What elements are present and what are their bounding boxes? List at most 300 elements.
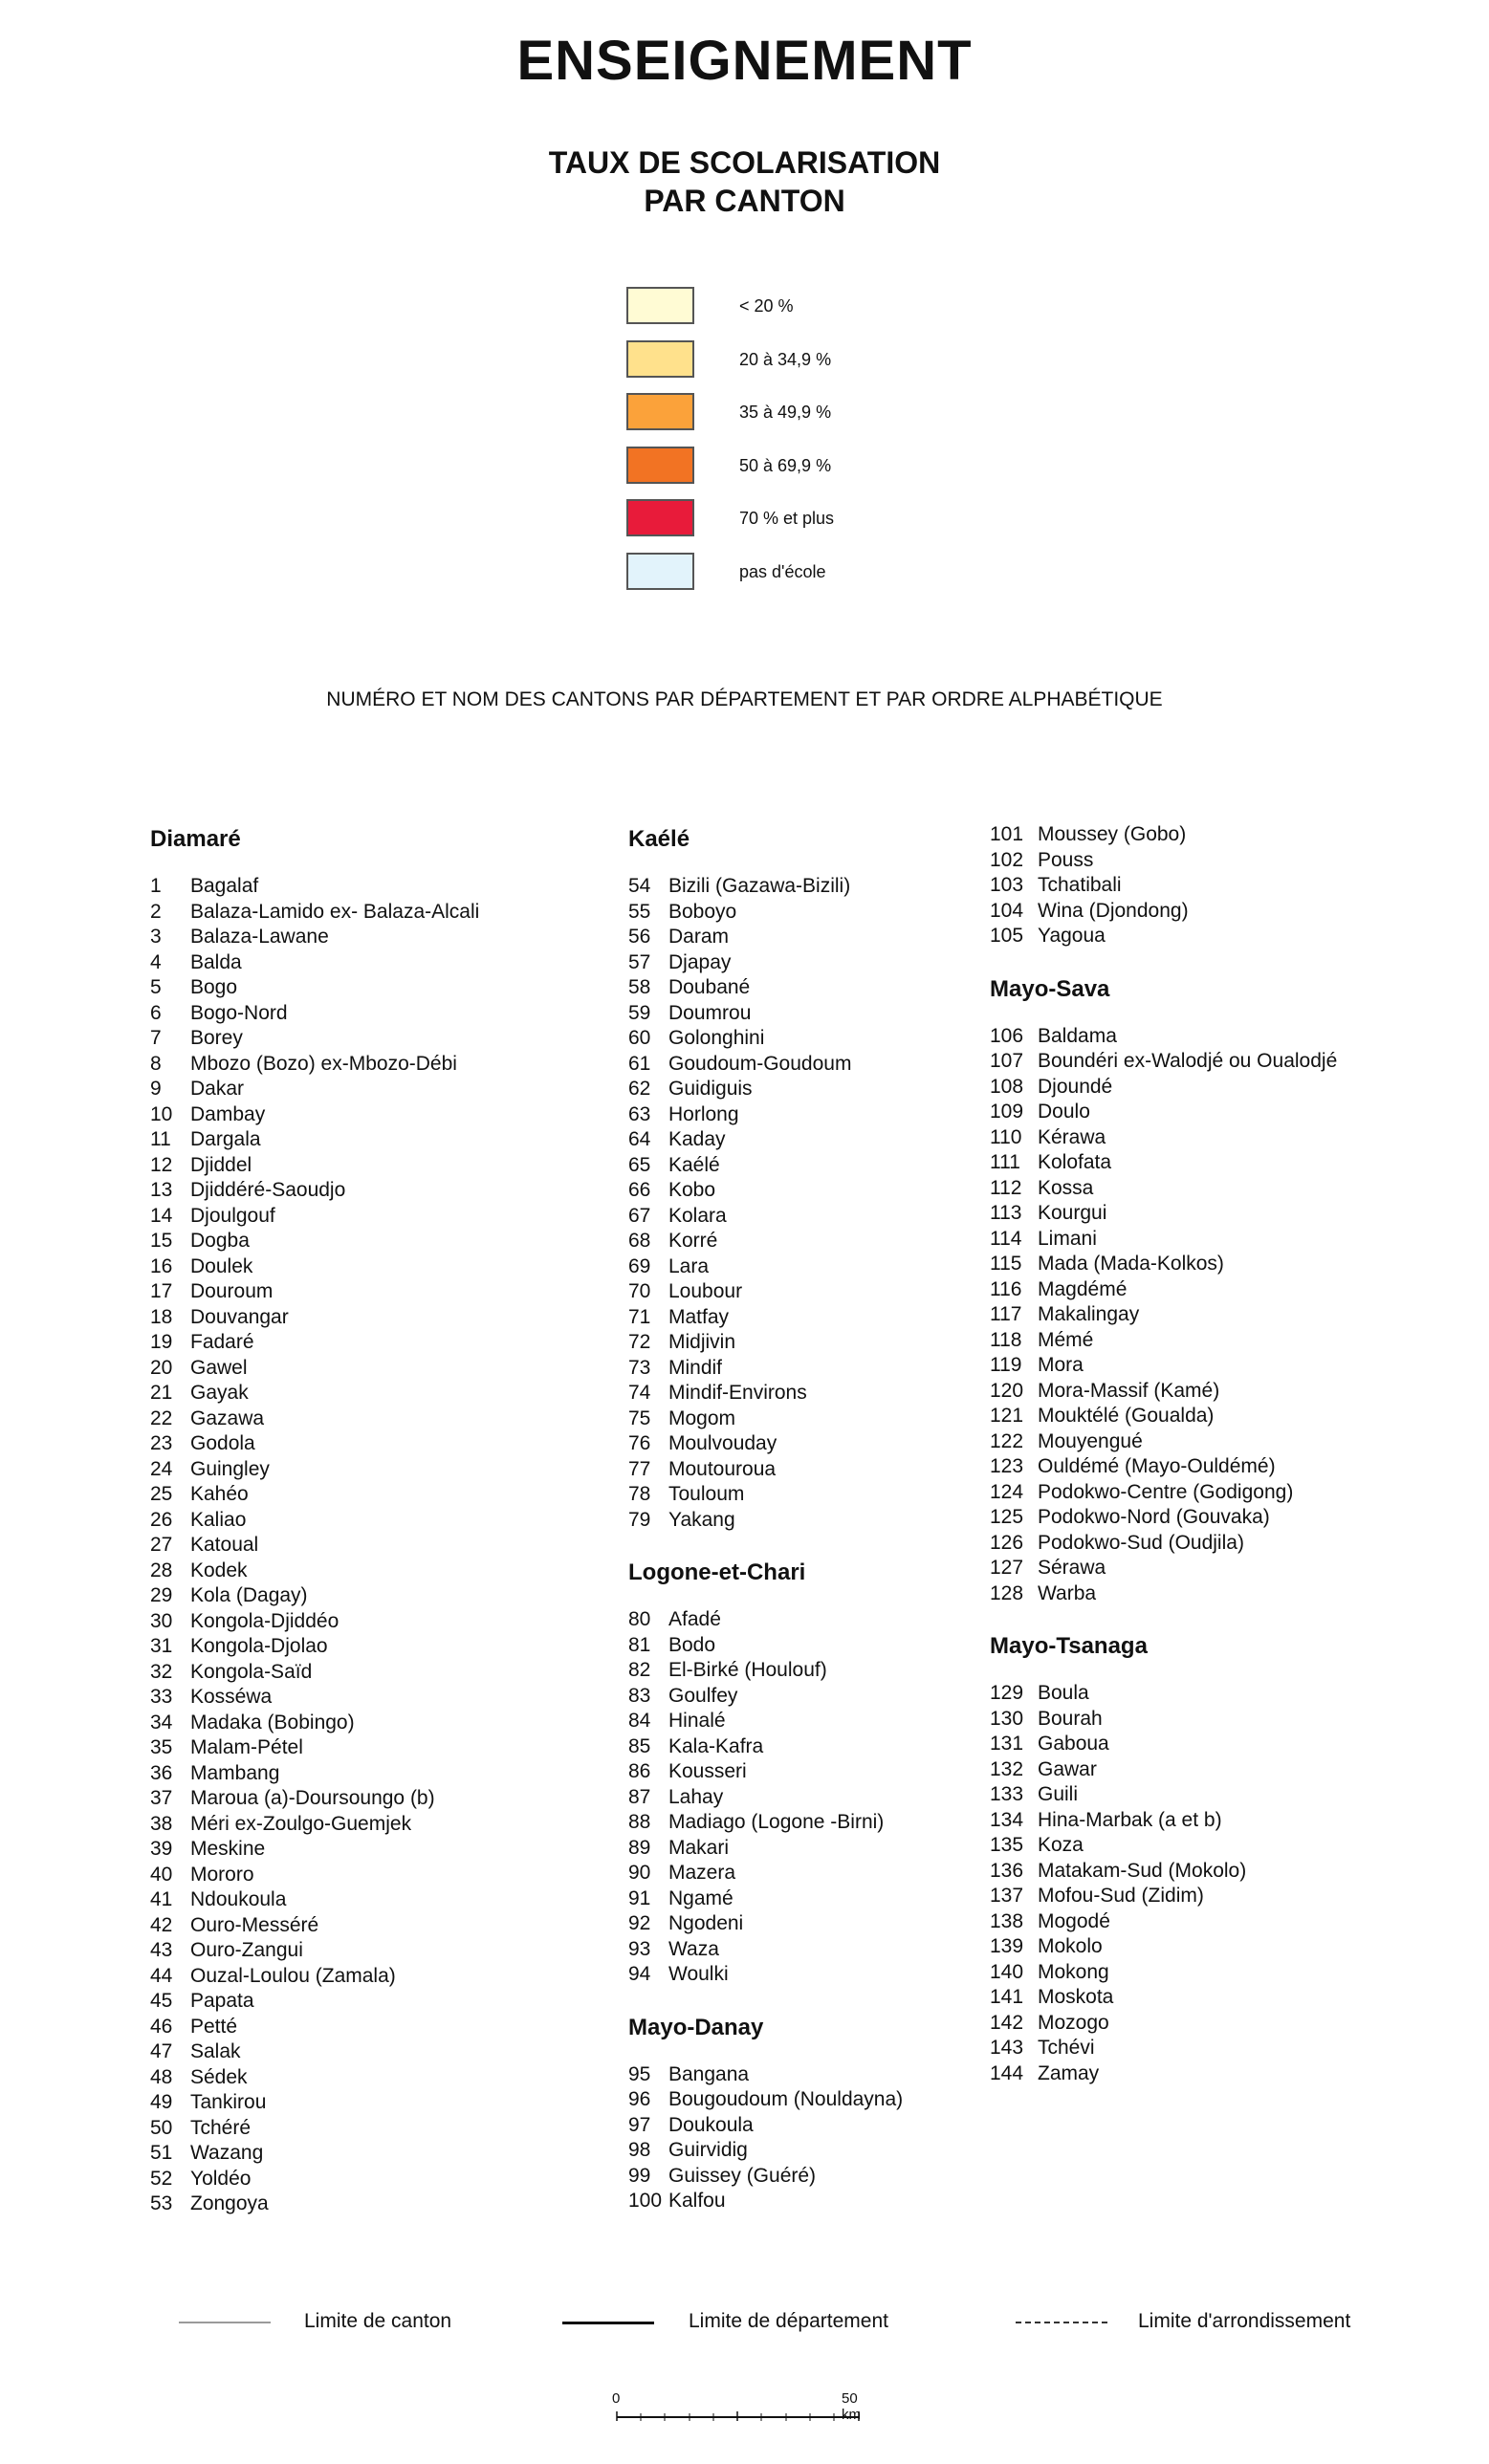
canton-number: 107 — [990, 1050, 1024, 1072]
canton-number: 46 — [150, 2015, 173, 2038]
canton-number: 100 — [628, 2190, 663, 2212]
canton-item — [150, 1786, 609, 1812]
canton-item — [150, 1583, 609, 1609]
map-subtitle — [0, 143, 1489, 220]
canton-number: 125 — [990, 1506, 1024, 1528]
department-boundary-line — [562, 2322, 654, 2324]
canton-number: 120 — [990, 1379, 1024, 1402]
canton-item — [990, 873, 1468, 899]
canton-name: Mouktélé (Goualda) — [1038, 1405, 1215, 1427]
canton-number: 141 — [990, 1986, 1024, 2008]
canton-name: Yoldéo — [190, 2167, 252, 2190]
canton-number: 122 — [990, 1429, 1024, 1452]
canton-name: Guirvidig — [668, 2139, 748, 2161]
canton-name: Dambay — [190, 1102, 266, 1125]
canton-number: 134 — [990, 1808, 1024, 1831]
canton-number: 61 — [628, 1052, 651, 1075]
canton-boundary-line — [179, 2322, 271, 2323]
canton-name: Ouzal-Loulou (Zamala) — [190, 1964, 396, 1987]
canton-name: Mokolo — [1038, 1935, 1103, 1957]
canton-number: 130 — [990, 1707, 1024, 1730]
canton-item — [628, 2113, 973, 2139]
canton-name: Baldama — [1038, 1024, 1117, 1047]
scale-end-label: 50 km — [842, 2390, 861, 2423]
canton-name: Gayak — [190, 1382, 249, 1404]
canton-item — [628, 1658, 973, 1684]
canton-name: Kola (Dagay) — [190, 1584, 308, 1606]
canton-item — [628, 900, 973, 926]
canton-name: Yakang — [668, 1508, 735, 1531]
canton-item — [628, 1381, 973, 1406]
canton-item — [150, 2167, 609, 2192]
canton-number: 55 — [628, 900, 651, 923]
canton-number: 23 — [150, 1432, 173, 1454]
canton-item — [628, 2087, 973, 2113]
canton-name: Meskine — [190, 1838, 266, 1860]
canton-item — [628, 1305, 973, 1331]
canton-item — [990, 1404, 1468, 1429]
canton-number: 22 — [150, 1406, 173, 1429]
canton-number: 102 — [990, 848, 1024, 871]
canton-item — [150, 1634, 609, 1660]
canton-number: 106 — [990, 1024, 1024, 1047]
canton-item — [628, 2062, 973, 2088]
canton-number: 24 — [150, 1457, 173, 1480]
canton-number: 53 — [150, 2192, 173, 2214]
canton-item — [990, 1429, 1468, 1455]
canton-number: 113 — [990, 1202, 1022, 1224]
department-mayo-danay — [628, 2011, 973, 2214]
canton-name: Mindif — [668, 1356, 723, 1379]
canton-item — [990, 1505, 1468, 1531]
canton-name: Ouldémé (Mayo-Ouldémé) — [1038, 1455, 1276, 1477]
canton-number: 83 — [628, 1684, 651, 1707]
canton-number: 143 — [990, 2037, 1024, 2059]
canton-number: 43 — [150, 1939, 173, 1961]
canton-list — [150, 874, 609, 2217]
canton-name: Mindif-Environs — [668, 1382, 807, 1404]
legend-label: 70 % et plus — [739, 509, 835, 528]
canton-number: 21 — [150, 1382, 173, 1404]
canton-name: Kobo — [668, 1179, 716, 1201]
canton-item — [150, 900, 609, 926]
canton-item — [150, 1989, 609, 2015]
canton-item — [150, 1254, 609, 1280]
canton-name: Midjivin — [668, 1331, 736, 1353]
boundary-legend — [0, 2304, 1489, 2343]
canton-name: Warba — [1038, 1581, 1097, 1604]
canton-name: Balda — [190, 950, 242, 973]
canton-name: Podokwo-Sud (Oudjila) — [1038, 1531, 1244, 1554]
canton-name: Moussey (Gobo) — [1038, 823, 1187, 845]
canton-number: 36 — [150, 1761, 173, 1784]
department-title: Mayo-Tsanaga — [990, 1633, 1148, 1659]
legend-item — [626, 499, 1009, 553]
canton-name: Hinalé — [668, 1710, 726, 1732]
canton-item — [150, 2191, 609, 2217]
canton-name: Makari — [668, 1836, 730, 1859]
canton-number: 1 — [150, 875, 162, 897]
canton-number: 98 — [628, 2139, 651, 2161]
canton-item — [628, 1001, 973, 1027]
canton-number: 59 — [628, 1001, 651, 1024]
canton-item — [990, 1454, 1468, 1480]
canton-list — [990, 822, 1468, 949]
canton-number: 41 — [150, 1888, 173, 1910]
canton-name: Borey — [190, 1027, 243, 1049]
canton-item — [990, 1808, 1468, 1834]
canton-item — [150, 1964, 609, 1990]
canton-number: 124 — [990, 1480, 1024, 1503]
canton-number: 9 — [150, 1078, 162, 1100]
canton-item — [150, 1001, 609, 1027]
canton-list — [990, 1024, 1468, 1607]
legend-swatch — [626, 553, 694, 590]
legend-label: 35 à 49,9 % — [739, 403, 832, 422]
canton-name: Tchéré — [190, 2116, 252, 2139]
canton-name: Ngodeni — [668, 1912, 744, 1934]
canton-item — [628, 950, 973, 976]
canton-name: Godola — [190, 1432, 255, 1454]
canton-number: 17 — [150, 1280, 173, 1302]
canton-item — [990, 2036, 1468, 2061]
canton-item — [628, 925, 973, 950]
canton-item — [990, 1379, 1468, 1405]
canton-name: Wazang — [190, 2142, 264, 2164]
canton-number: 79 — [628, 1508, 651, 1531]
canton-name: Tankirou — [190, 2091, 267, 2113]
canton-name: Mora — [1038, 1354, 1084, 1376]
canton-item — [990, 1328, 1468, 1354]
canton-item — [150, 1609, 609, 1635]
canton-item — [990, 1227, 1468, 1253]
canton-item — [628, 1810, 973, 1836]
canton-name: Moulvouday — [668, 1432, 777, 1454]
canton-number: 3 — [150, 926, 162, 948]
canton-number: 82 — [628, 1659, 651, 1681]
canton-name: Zamay — [1038, 2061, 1100, 2084]
canton-name: Mogodé — [1038, 1909, 1110, 1932]
canton-number: 15 — [150, 1230, 173, 1252]
canton-name: Wina (Djondong) — [1038, 899, 1189, 922]
canton-item — [628, 1684, 973, 1710]
canton-number: 69 — [628, 1254, 651, 1277]
canton-name: Makalingay — [1038, 1303, 1140, 1325]
canton-number: 112 — [990, 1176, 1022, 1199]
canton-name: Mororo — [190, 1863, 254, 1886]
scale-start-label: 0 — [612, 2390, 621, 2407]
canton-item — [628, 1178, 973, 1204]
arrondissement-boundary-label: Limite d'arrondissement — [1138, 2310, 1351, 2332]
canton-name: Kahéo — [190, 1483, 249, 1505]
canton-name: Gawel — [190, 1356, 248, 1379]
canton-number: 97 — [628, 2113, 651, 2136]
canton-item — [150, 925, 609, 950]
canton-number: 127 — [990, 1557, 1024, 1579]
canton-item — [990, 1707, 1468, 1733]
canton-name: Doubané — [668, 976, 751, 998]
canton-number: 121 — [990, 1405, 1024, 1427]
canton-item — [990, 1732, 1468, 1757]
legend-label: pas d'école — [739, 561, 826, 581]
canton-name: Moutouroua — [668, 1457, 777, 1480]
canton-number: 4 — [150, 950, 162, 973]
canton-number: 12 — [150, 1153, 173, 1176]
canton-list — [628, 874, 973, 1533]
canton-item — [628, 1026, 973, 1052]
canton-item — [628, 1734, 973, 1760]
canton-number: 126 — [990, 1531, 1024, 1554]
legend-swatch — [626, 287, 694, 324]
canton-number: 66 — [628, 1179, 651, 1201]
canton-item — [990, 1934, 1468, 1960]
canton-name: Djoundé — [1038, 1075, 1113, 1098]
canton-item — [628, 1911, 973, 1937]
department-title: Mayo-Sava — [990, 975, 1110, 1002]
canton-number: 140 — [990, 1960, 1024, 1983]
canton-name: Malam-Pétel — [190, 1736, 303, 1758]
canton-item — [628, 1229, 973, 1254]
canton-item — [628, 1962, 973, 1988]
canton-name: Djiddel — [190, 1153, 252, 1176]
canton-name: Doulo — [1038, 1101, 1090, 1123]
canton-number: 54 — [628, 875, 651, 897]
canton-item — [628, 874, 973, 900]
canton-column-3 — [990, 822, 1468, 2086]
canton-item — [990, 2061, 1468, 2087]
canton-name: Mokong — [1038, 1960, 1109, 1983]
canton-list — [628, 1607, 973, 1988]
canton-name: Afadé — [668, 1608, 721, 1630]
canton-item — [990, 1049, 1468, 1075]
legend-swatch — [626, 393, 694, 430]
canton-item — [150, 1837, 609, 1863]
legend-label: < 20 % — [739, 296, 794, 316]
canton-item — [990, 1681, 1468, 1707]
canton-item — [628, 1886, 973, 1912]
canton-number: 89 — [628, 1836, 651, 1859]
canton-number: 131 — [990, 1733, 1024, 1755]
canton-name: Hina-Marbak (a et b) — [1038, 1808, 1222, 1831]
canton-item — [628, 1937, 973, 1963]
canton-name: Gazawa — [190, 1406, 265, 1429]
canton-number: 28 — [150, 1559, 173, 1581]
canton-item — [628, 975, 973, 1001]
canton-item — [150, 2015, 609, 2040]
canton-number: 91 — [628, 1886, 651, 1909]
canton-name: Sérawa — [1038, 1557, 1106, 1579]
canton-name: Bourah — [1038, 1707, 1103, 1730]
canton-item — [150, 1052, 609, 1078]
canton-name: Matakam-Sud (Mokolo) — [1038, 1859, 1247, 1882]
scale-bar-graphic — [612, 2408, 880, 2427]
canton-name: Waza — [668, 1937, 719, 1960]
canton-name: Sédek — [190, 2065, 248, 2088]
canton-number: 94 — [628, 1963, 651, 1985]
canton-name: Dakar — [190, 1078, 245, 1100]
canton-name: Madiago (Logone -Birni) — [668, 1811, 885, 1833]
canton-item — [990, 1150, 1468, 1176]
canton-name: Loubour — [668, 1280, 743, 1302]
subtitle-line-1: TAUX DE SCOLARISATION — [548, 145, 941, 180]
canton-name: Madaka (Bobingo) — [190, 1711, 355, 1734]
canton-name: Balaza-Lamido ex- Balaza-Alcali — [190, 900, 480, 923]
canton-number: 58 — [628, 976, 651, 998]
canton-item — [628, 1254, 973, 1280]
department-mayo-sava — [990, 972, 1468, 1607]
map-title: ENSEIGNEMENT — [516, 30, 973, 92]
canton-name: Bogo — [190, 976, 238, 998]
canton-name: El-Birké (Houlouf) — [668, 1659, 827, 1681]
canton-name: Bogo-Nord — [190, 1001, 288, 1024]
canton-list — [628, 2062, 973, 2214]
canton-item — [990, 1833, 1468, 1859]
department-title: Logone-et-Chari — [628, 1559, 806, 1585]
canton-item — [150, 1305, 609, 1331]
canton-item — [990, 1909, 1468, 1935]
canton-number: 114 — [990, 1227, 1022, 1250]
canton-number: 84 — [628, 1710, 651, 1732]
canton-name: Mogom — [668, 1406, 736, 1429]
canton-name: Magdémé — [1038, 1277, 1128, 1300]
legend-item — [626, 340, 1009, 394]
canton-name: Ouro-Messéré — [190, 1913, 319, 1936]
canton-name: Mada (Mada-Kolkos) — [1038, 1253, 1224, 1275]
canton-number: 105 — [990, 925, 1024, 947]
canton-name: Salak — [190, 2040, 241, 2062]
canton-item — [628, 1077, 973, 1102]
canton-name: Horlong — [668, 1102, 739, 1125]
canton-name: Guidiguis — [668, 1078, 753, 1100]
canton-number: 142 — [990, 2011, 1024, 2034]
canton-name: Kosséwa — [190, 1686, 273, 1708]
canton-name: Zongoya — [190, 2192, 269, 2214]
canton-item — [150, 1153, 609, 1179]
canton-name: Lara — [668, 1254, 710, 1277]
canton-number: 75 — [628, 1406, 651, 1429]
canton-item — [990, 1176, 1468, 1202]
canton-item — [628, 1836, 973, 1862]
canton-name: Kaday — [668, 1128, 726, 1150]
canton-item — [990, 1252, 1468, 1277]
canton-name: Kolara — [668, 1204, 727, 1227]
canton-number: 109 — [990, 1101, 1024, 1123]
legend-label: 50 à 69,9 % — [739, 455, 832, 475]
canton-name: Kala-Kafra — [668, 1734, 764, 1757]
canton-name: Doulek — [190, 1254, 253, 1277]
canton-item — [990, 1277, 1468, 1303]
canton-item — [150, 2065, 609, 2091]
canton-item — [628, 1607, 973, 1633]
canton-name: Bangana — [668, 2062, 750, 2085]
canton-item — [150, 1887, 609, 1913]
canton-number: 135 — [990, 1834, 1024, 1856]
canton-name: Kousseri — [668, 1760, 747, 1782]
canton-item — [990, 1859, 1468, 1885]
canton-number: 2 — [150, 900, 162, 923]
canton-item — [150, 874, 609, 900]
canton-item — [150, 975, 609, 1001]
canton-name: Golonghini — [668, 1027, 765, 1049]
department-boundary-label: Limite de département — [689, 2310, 888, 2332]
canton-number: 63 — [628, 1102, 651, 1125]
canton-number: 144 — [990, 2061, 1024, 2084]
canton-number: 39 — [150, 1838, 173, 1860]
canton-column-1 — [150, 822, 609, 2217]
canton-name: Dargala — [190, 1128, 261, 1150]
canton-item — [150, 1559, 609, 1584]
canton-item — [628, 1709, 973, 1734]
canton-item — [628, 2138, 973, 2164]
canton-item — [628, 1431, 973, 1457]
canton-item — [990, 1353, 1468, 1379]
canton-item — [628, 1457, 973, 1483]
canton-number: 76 — [628, 1432, 651, 1454]
canton-name: Mémé — [1038, 1328, 1094, 1351]
canton-name: Woulki — [668, 1963, 729, 1985]
department-mayo-danay-continued — [990, 822, 1468, 949]
canton-name: Yagoua — [1038, 925, 1106, 947]
canton-item — [150, 1735, 609, 1761]
canton-number: 48 — [150, 2065, 173, 2088]
canton-item — [628, 1127, 973, 1153]
canton-name: Gaboua — [1038, 1733, 1109, 1755]
canton-item — [628, 1330, 973, 1356]
canton-item — [990, 1985, 1468, 2011]
canton-number: 111 — [990, 1151, 1020, 1173]
canton-item — [150, 2090, 609, 2116]
canton-item — [990, 1556, 1468, 1581]
canton-number: 95 — [628, 2062, 651, 2085]
canton-item — [150, 1457, 609, 1483]
canton-number: 115 — [990, 1253, 1022, 1275]
canton-item — [150, 1863, 609, 1888]
canton-number: 13 — [150, 1179, 173, 1201]
canton-item — [150, 1127, 609, 1153]
canton-item — [990, 1100, 1468, 1125]
canton-number: 80 — [628, 1608, 651, 1630]
legend-swatch — [626, 447, 694, 484]
canton-number: 71 — [628, 1305, 651, 1328]
canton-number: 77 — [628, 1457, 651, 1480]
canton-item — [990, 1075, 1468, 1101]
canton-name: Mbozo (Bozo) ex-Mbozo-Débi — [190, 1052, 457, 1075]
canton-number: 67 — [628, 1204, 651, 1227]
canton-item — [628, 1508, 973, 1534]
canton-number: 81 — [628, 1633, 651, 1656]
canton-item — [150, 1508, 609, 1534]
canton-name: Boundéri ex-Walodjé ou Oualodjé — [1038, 1050, 1338, 1072]
canton-number: 86 — [628, 1760, 651, 1782]
canton-item — [628, 1759, 973, 1785]
canton-number: 30 — [150, 1609, 173, 1632]
canton-name: Balaza-Lawane — [190, 926, 329, 948]
department-logone-et-chari — [628, 1556, 973, 1988]
canton-item — [990, 1782, 1468, 1808]
canton-number: 139 — [990, 1935, 1024, 1957]
legend-item — [626, 287, 1009, 340]
canton-name: Papata — [190, 1990, 254, 2012]
canton-name: Koza — [1038, 1834, 1084, 1856]
canton-name: Petté — [190, 2015, 238, 2038]
canton-name: Kaélé — [668, 1153, 720, 1176]
canton-item — [990, 1581, 1468, 1607]
canton-name: Pouss — [1038, 848, 1094, 871]
canton-number: 33 — [150, 1686, 173, 1708]
canton-item — [990, 1480, 1468, 1506]
canton-number: 50 — [150, 2116, 173, 2139]
canton-name: Mozogo — [1038, 2011, 1109, 2034]
